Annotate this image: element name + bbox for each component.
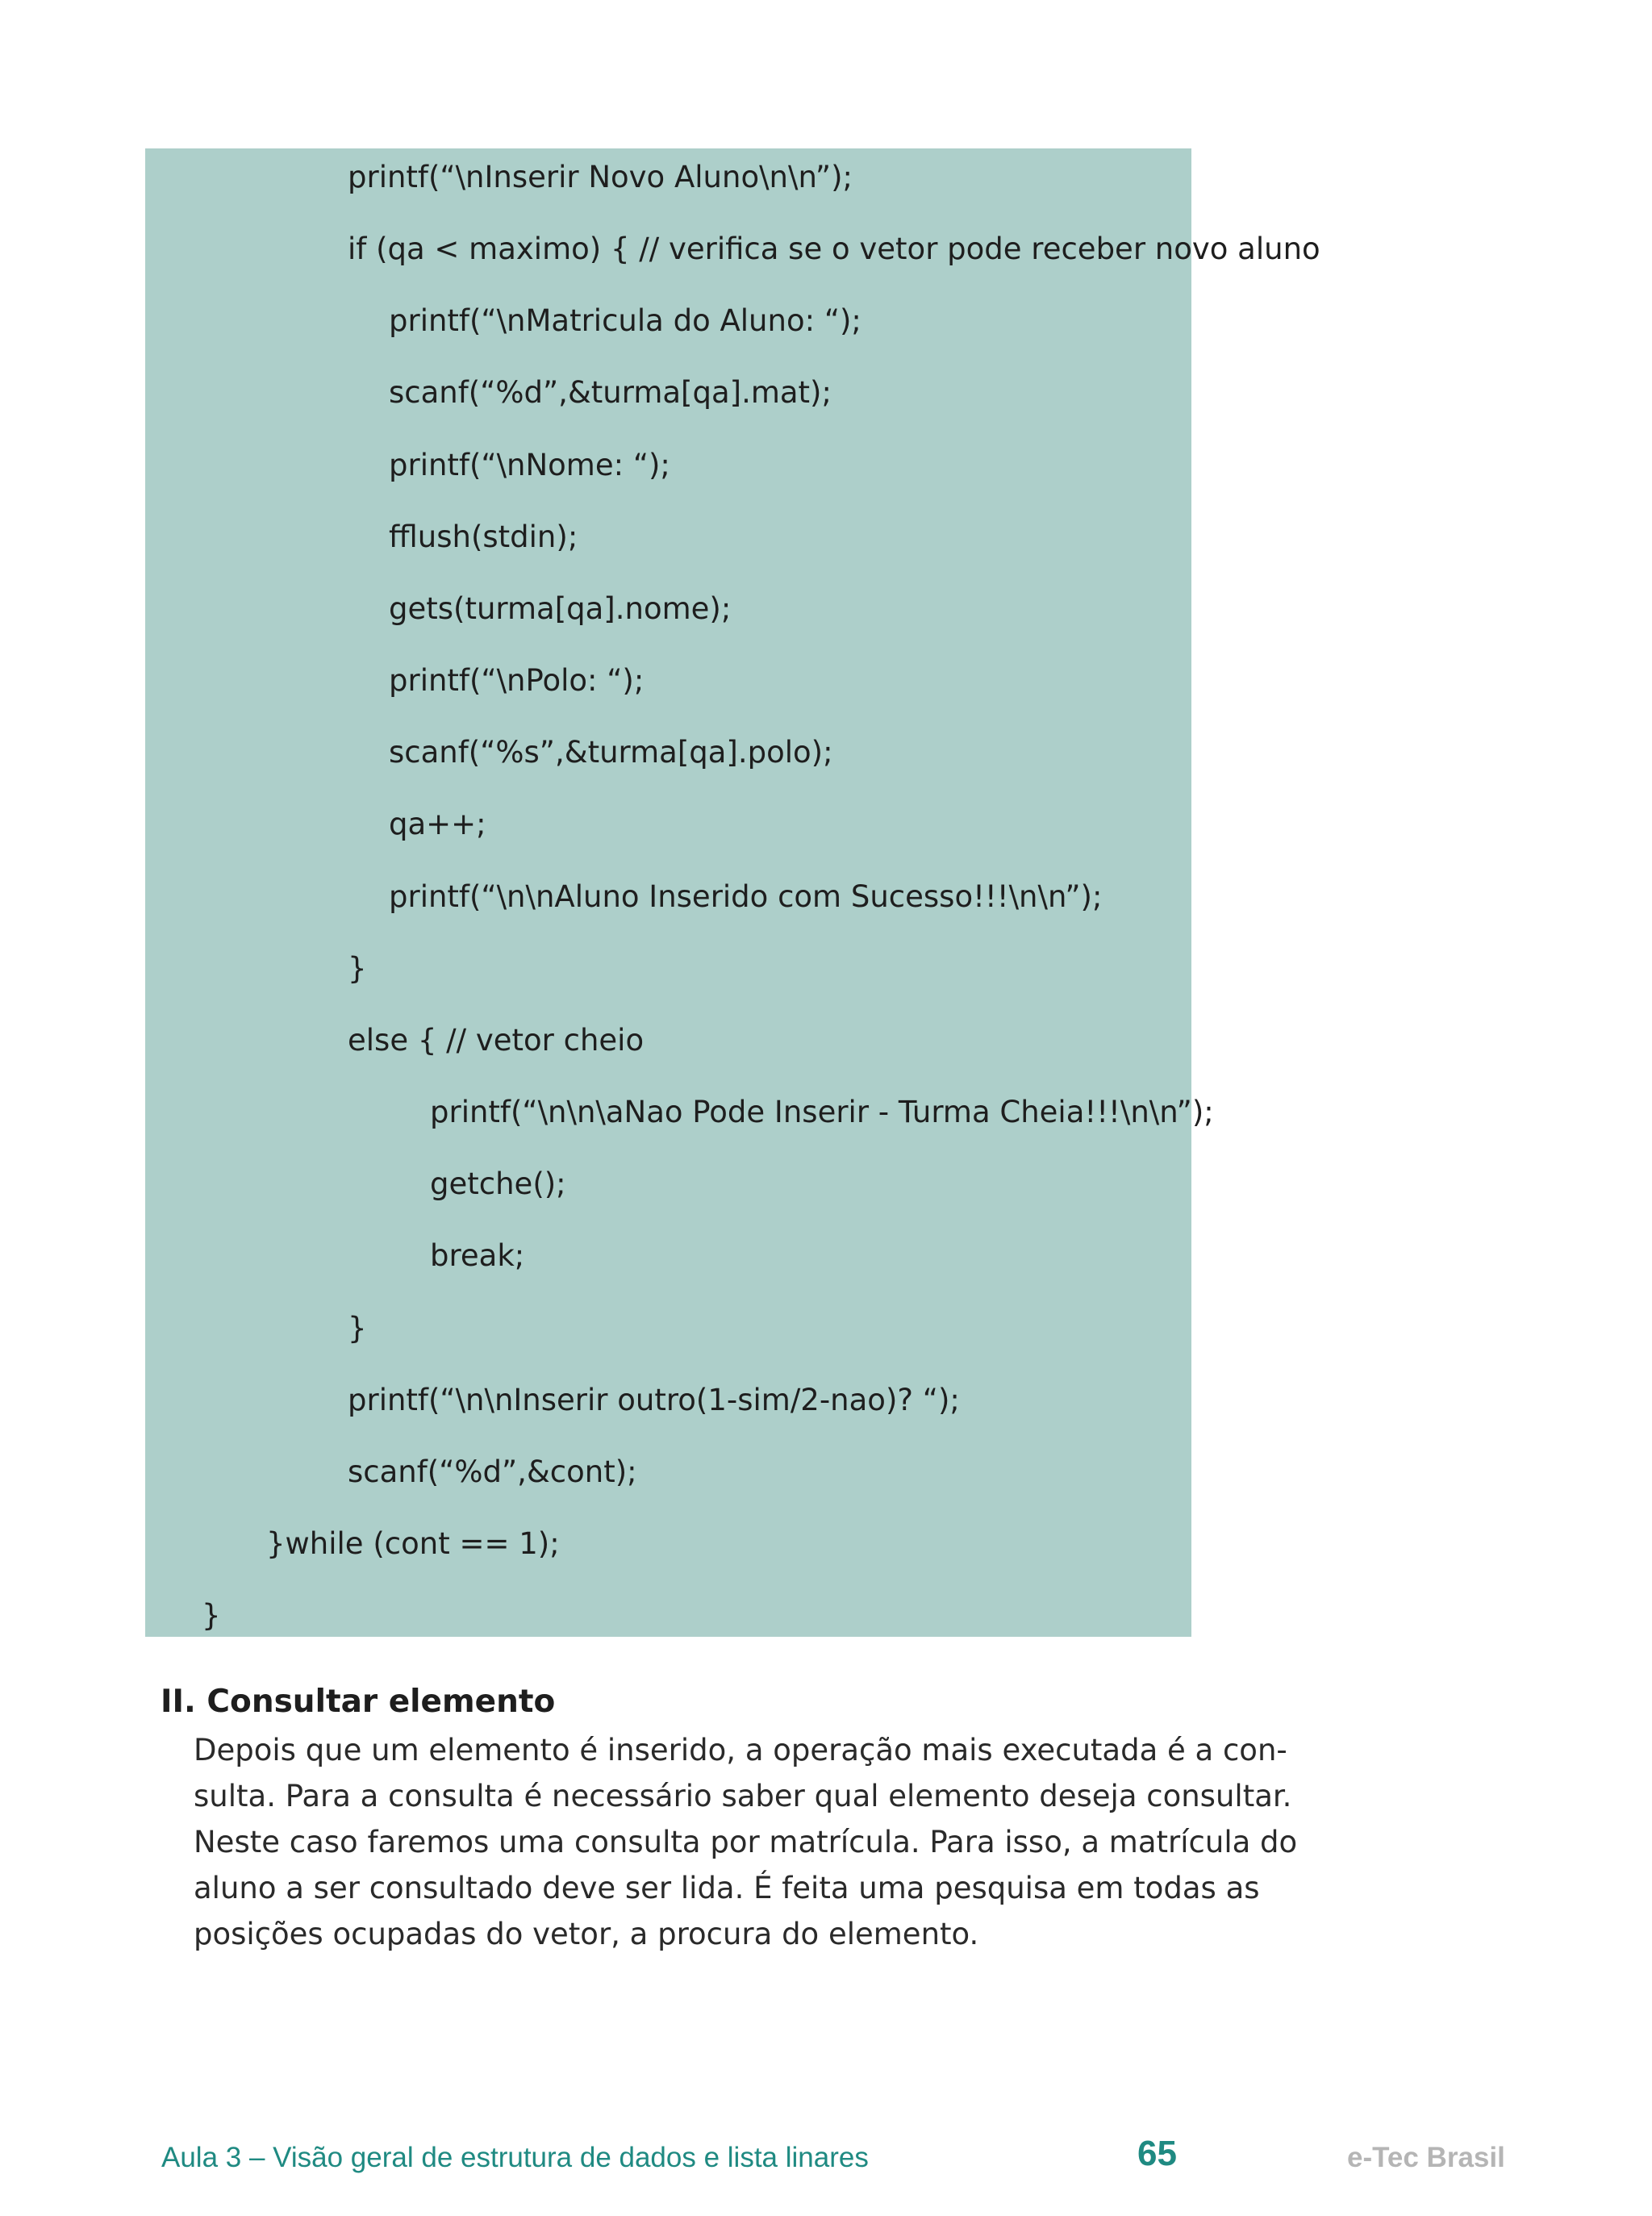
code-line: scanf(“%d”,&turma[qa].mat); <box>389 375 832 410</box>
paragraph-line: Neste caso faremos uma consulta por matrícula. Para isso, a matrícula do <box>194 1825 1298 1859</box>
paragraph-line: Depois que um elemento é inserido, a operação mais executada é a con- <box>194 1733 1287 1767</box>
code-line: else { // vetor cheio <box>348 1023 645 1058</box>
code-line: printf(“\nInserir Novo Aluno\n\n”); <box>348 160 853 194</box>
code-line: scanf(“%d”,&cont); <box>348 1454 637 1489</box>
code-line: printf(“\n\nInserir outro(1-sim/2-nao)? “); <box>348 1383 960 1417</box>
code-line: gets(turma[qa].nome); <box>389 591 732 626</box>
code-line: if (qa < maximo) { // verifica se o vetor pode receber novo aluno <box>348 232 1320 266</box>
code-line: printf(“\nNome: “); <box>389 448 670 482</box>
code-line: qa++; <box>389 807 486 841</box>
code-line: } <box>348 951 367 986</box>
section-title: II. Consultar elemento <box>161 1684 556 1720</box>
footer-brand: e-Tec Brasil <box>1347 2142 1505 2173</box>
code-line: printf(“\nMatricula do Aluno: “); <box>389 303 861 338</box>
code-line: }while (cont == 1); <box>266 1526 560 1561</box>
section-paragraph <box>194 1727 1298 1957</box>
code-line: getche(); <box>430 1166 566 1201</box>
code-line: printf(“\nPolo: “); <box>389 663 645 698</box>
paragraph-line: posições ocupadas do vetor, a procura do elemento. <box>194 1917 979 1951</box>
paragraph-line: aluno a ser consultado deve ser lida. É feita uma pesquisa em todas as <box>194 1871 1260 1905</box>
code-line: break; <box>430 1238 525 1273</box>
code-line: } <box>202 1598 221 1633</box>
code-line: fflush(stdin); <box>389 520 578 554</box>
paragraph-line: sulta. Para a consulta é necessário saber qual elemento deseja consultar. <box>194 1779 1292 1813</box>
code-line: printf(“\n\nAluno Inserido com Sucesso!!!\n\n”); <box>389 879 1103 914</box>
footer-chapter: Aula 3 – Visão geral de estrutura de dados e lista linares <box>161 2142 869 2173</box>
code-line: scanf(“%s”,&turma[qa].polo); <box>389 735 833 770</box>
code-line: } <box>348 1311 367 1346</box>
page-number: 65 <box>1137 2134 1177 2173</box>
code-line: printf(“\n\n\aNao Pode Inserir - Turma Cheia!!!\n\n”); <box>430 1095 1214 1129</box>
